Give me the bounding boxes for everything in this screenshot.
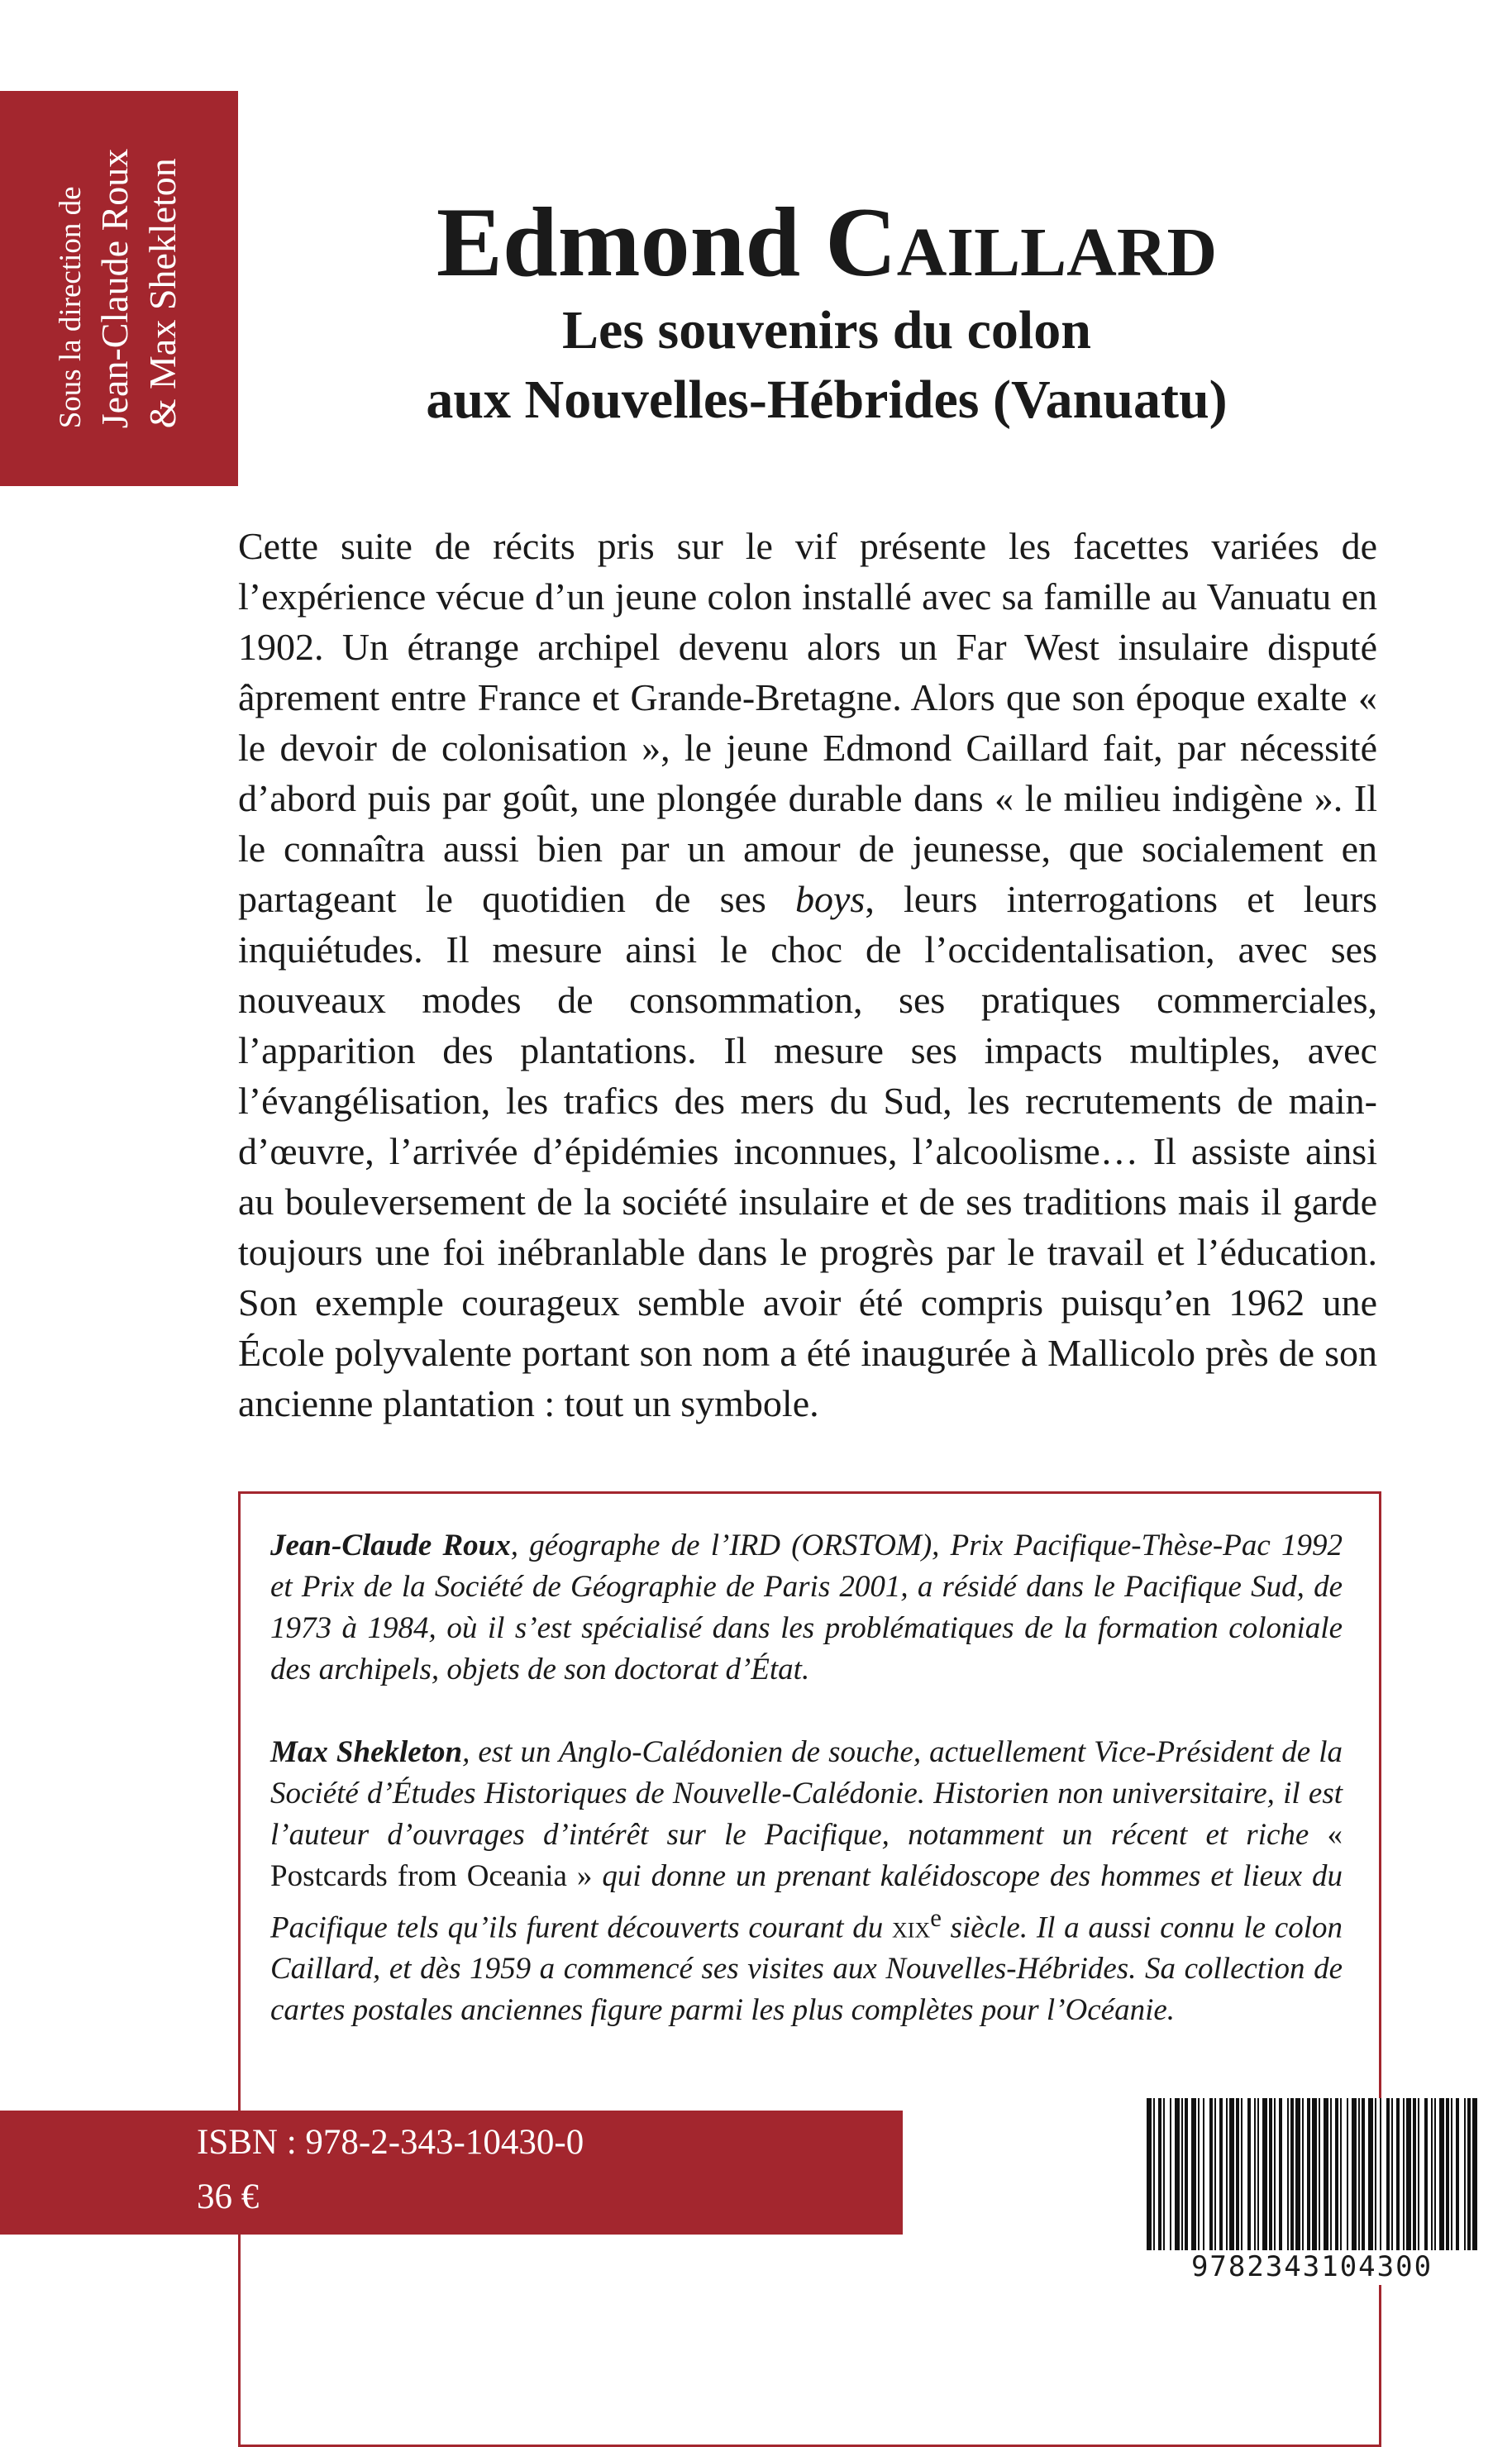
barcode-bar bbox=[1262, 2098, 1267, 2250]
barcode-bar bbox=[1418, 2098, 1419, 2250]
barcode-bar bbox=[1181, 2098, 1183, 2250]
barcode-bar bbox=[1158, 2098, 1161, 2250]
barcode-bar bbox=[1375, 2098, 1376, 2250]
barcode-bar bbox=[1254, 2098, 1256, 2250]
barcode-bar bbox=[1163, 2098, 1165, 2250]
barcode-bar bbox=[1290, 2098, 1294, 2250]
barcode-bar bbox=[1431, 2098, 1433, 2250]
blurb-boys: boys bbox=[794, 878, 866, 920]
barcode-bar bbox=[1219, 2098, 1223, 2250]
barcode-bar bbox=[1295, 2098, 1300, 2250]
barcode-bar bbox=[1464, 2098, 1466, 2250]
barcode-bar bbox=[1396, 2098, 1400, 2250]
barcode-bar bbox=[1456, 2098, 1459, 2250]
barcode-bar bbox=[1287, 2098, 1289, 2250]
barcode-bar bbox=[1347, 2098, 1348, 2250]
author-last-name: Caillard bbox=[825, 187, 1218, 297]
bio-century-sup: e bbox=[930, 1904, 942, 1932]
author-first-name: Edmond bbox=[436, 187, 826, 297]
barcode-bar bbox=[1203, 2098, 1204, 2250]
blurb-part1: Cette suite de récits pris sur le vif présente les facettes variées de l’expérience vécue d’un jeune colon installé avec sa famille au Vanuatu en 1902. Un étrange archipel devenu alors un Far West insulaire disputé âprement entre France et Grande-Bretagne. Alors que son époque exalte « le devoir de colonisation », le jeune Edmond Caillard fait, par nécessité d’abord puis par goût, une plongée durable dans « le milieu indigène ». Il le connaîtra aussi bien par un amour de jeunesse, que socialement en partageant le quotidien de ses bbox=[238, 525, 1377, 920]
barcode-bar bbox=[1380, 2098, 1381, 2250]
book-title-line1: Les souvenirs du colon bbox=[562, 300, 1091, 360]
barcode-bar bbox=[1257, 2098, 1259, 2250]
barcode-bar bbox=[1185, 2098, 1188, 2250]
bio-shekleton bbox=[270, 1732, 1343, 2031]
barcode-bar bbox=[1229, 2098, 1234, 2250]
barcode-bar bbox=[1340, 2098, 1342, 2250]
barcode-bar bbox=[1413, 2098, 1416, 2250]
barcode-bar bbox=[1226, 2098, 1228, 2250]
bio-roux-name: Jean-Claude Roux bbox=[270, 1529, 511, 1562]
barcode-bar bbox=[1198, 2098, 1200, 2250]
isbn: ISBN : 978-2-343-10430-0 bbox=[197, 2123, 584, 2162]
barcode-bar bbox=[1269, 2098, 1272, 2250]
barcode-bar bbox=[1175, 2098, 1180, 2250]
blurb-part2: , leurs interrogations et leurs inquiétudes. Il mesure ainsi le choc de l’occidentalisation, avec ses nouveaux modes de consommation, ses pratiques commerciales, l’apparition des plantations. Il mesure ses impacts multiples, avec l’évangélisation, les trafics des mers du Sud, les recrutements de main-d’œuvre, l’arrivée d’épidémies inconnues, l’alcoolisme… Il assiste ainsi au bouleversement de la société insulaire et de ses traditions mais il garde toujours une foi inébranlable dans le progrès par le travail et l’éducation. Son exemple courageux semble avoir été compris puisqu’en 1962 une École polyvalente portant son nom a été inaugurée à Mallicolo près de son ancienne plantation : tout un symbole. bbox=[238, 878, 1378, 1424]
bio-shekleton-name: Max Shekleton bbox=[270, 1735, 463, 1769]
barcode-bar bbox=[1406, 2098, 1411, 2250]
barcode-bar bbox=[1236, 2098, 1239, 2250]
barcode-bar bbox=[1472, 2098, 1477, 2250]
barcode-bar bbox=[1362, 2098, 1365, 2250]
barcode-bar bbox=[1434, 2098, 1436, 2250]
barcode-bar bbox=[1274, 2098, 1276, 2250]
barcode-bar bbox=[1319, 2098, 1320, 2250]
editors-credit-line1: Sous la direction de bbox=[54, 186, 88, 429]
barcode-bar bbox=[1191, 2098, 1196, 2250]
editors-credit-line3: & Max Shekleton bbox=[141, 158, 184, 429]
bio-shekleton-text1: , est un Anglo-Calédonien de souche, actuellement Vice-Président de la Société d’Études Historiques de Nouvelle-Calédonie. Historien non universitaire, il est l’auteur d’ouvrages d’intérêt sur le Pacifique, notamment un récent et riche bbox=[270, 1735, 1343, 1852]
barcode-bar bbox=[1330, 2098, 1332, 2250]
back-cover-blurb bbox=[238, 521, 1377, 1429]
barcode-bar bbox=[1312, 2098, 1317, 2250]
barcode-bar bbox=[1214, 2098, 1216, 2250]
barcode-bar bbox=[1451, 2098, 1452, 2250]
price: 36 € bbox=[197, 2177, 260, 2216]
bio-roux bbox=[270, 1525, 1343, 1691]
barcode-bar bbox=[1467, 2098, 1471, 2250]
barcode-bar bbox=[1247, 2098, 1251, 2250]
barcode-bar bbox=[1403, 2098, 1405, 2250]
bio-roux-text: , géographe de l’IRD (ORSTOM), Prix Pacifique-Thèse-Pac 1992 et Prix de la Société de Géographie de Paris 2001, a résidé dans le Pacifique Sud, de 1973 à 1984, où il s’est spécialisé dans les problématiques de la formation coloniale des archipels, objets de son doctorat d’État. bbox=[270, 1529, 1343, 1686]
author-name bbox=[331, 188, 1323, 296]
bottom-bar bbox=[0, 2111, 903, 2235]
bio-century: xix bbox=[891, 1910, 931, 1945]
author-bios-box bbox=[238, 1491, 1381, 2447]
barcode-digits: 9782343104300 bbox=[1190, 2250, 1433, 2283]
barcode-bar bbox=[1324, 2098, 1328, 2250]
barcode-bar bbox=[1386, 2098, 1390, 2250]
barcode-bar bbox=[1209, 2098, 1213, 2250]
bio-shekleton-text2: qui donne un prenant kaléidoscope des hommes et lieux du Pacifique tels qu’ils furent découverts courant du bbox=[270, 1859, 1343, 1945]
barcode-bars bbox=[1140, 2098, 1484, 2250]
barcode-bar bbox=[1358, 2098, 1360, 2250]
bio-shekleton-text3: siècle. Il a aussi connu le colon Caillard, et dès 1959 a commencé ses visites aux Nouvelles-Hébrides. Sa collection de cartes postales anciennes figure parmi les plus complètes pour l’Océanie. bbox=[270, 1910, 1343, 2028]
barcode-bar bbox=[1439, 2098, 1444, 2250]
editors-credit bbox=[51, 149, 187, 429]
bio-postcards-title: « Postcards from Oceania » bbox=[270, 1818, 1343, 1893]
barcode-bar bbox=[1391, 2098, 1393, 2250]
barcode-bar bbox=[1352, 2098, 1357, 2250]
barcode-bar bbox=[1153, 2098, 1155, 2250]
book-title-line2: aux Nouvelles-Hébrides (Vanuatu) bbox=[426, 370, 1228, 430]
barcode bbox=[1140, 2098, 1484, 2285]
barcode-bar bbox=[1335, 2098, 1338, 2250]
barcode-bar bbox=[1147, 2098, 1152, 2250]
barcode-bar bbox=[1170, 2098, 1171, 2250]
title-block bbox=[331, 188, 1323, 435]
barcode-bar bbox=[1241, 2098, 1243, 2250]
editors-credit-line2: Jean-Claude Roux bbox=[93, 148, 136, 429]
barcode-bar bbox=[1424, 2098, 1428, 2250]
barcode-bar bbox=[1368, 2098, 1373, 2250]
barcode-bar bbox=[1302, 2098, 1304, 2250]
barcode-bar bbox=[1279, 2098, 1282, 2250]
barcode-bar bbox=[1446, 2098, 1449, 2250]
barcode-bar bbox=[1307, 2098, 1310, 2250]
